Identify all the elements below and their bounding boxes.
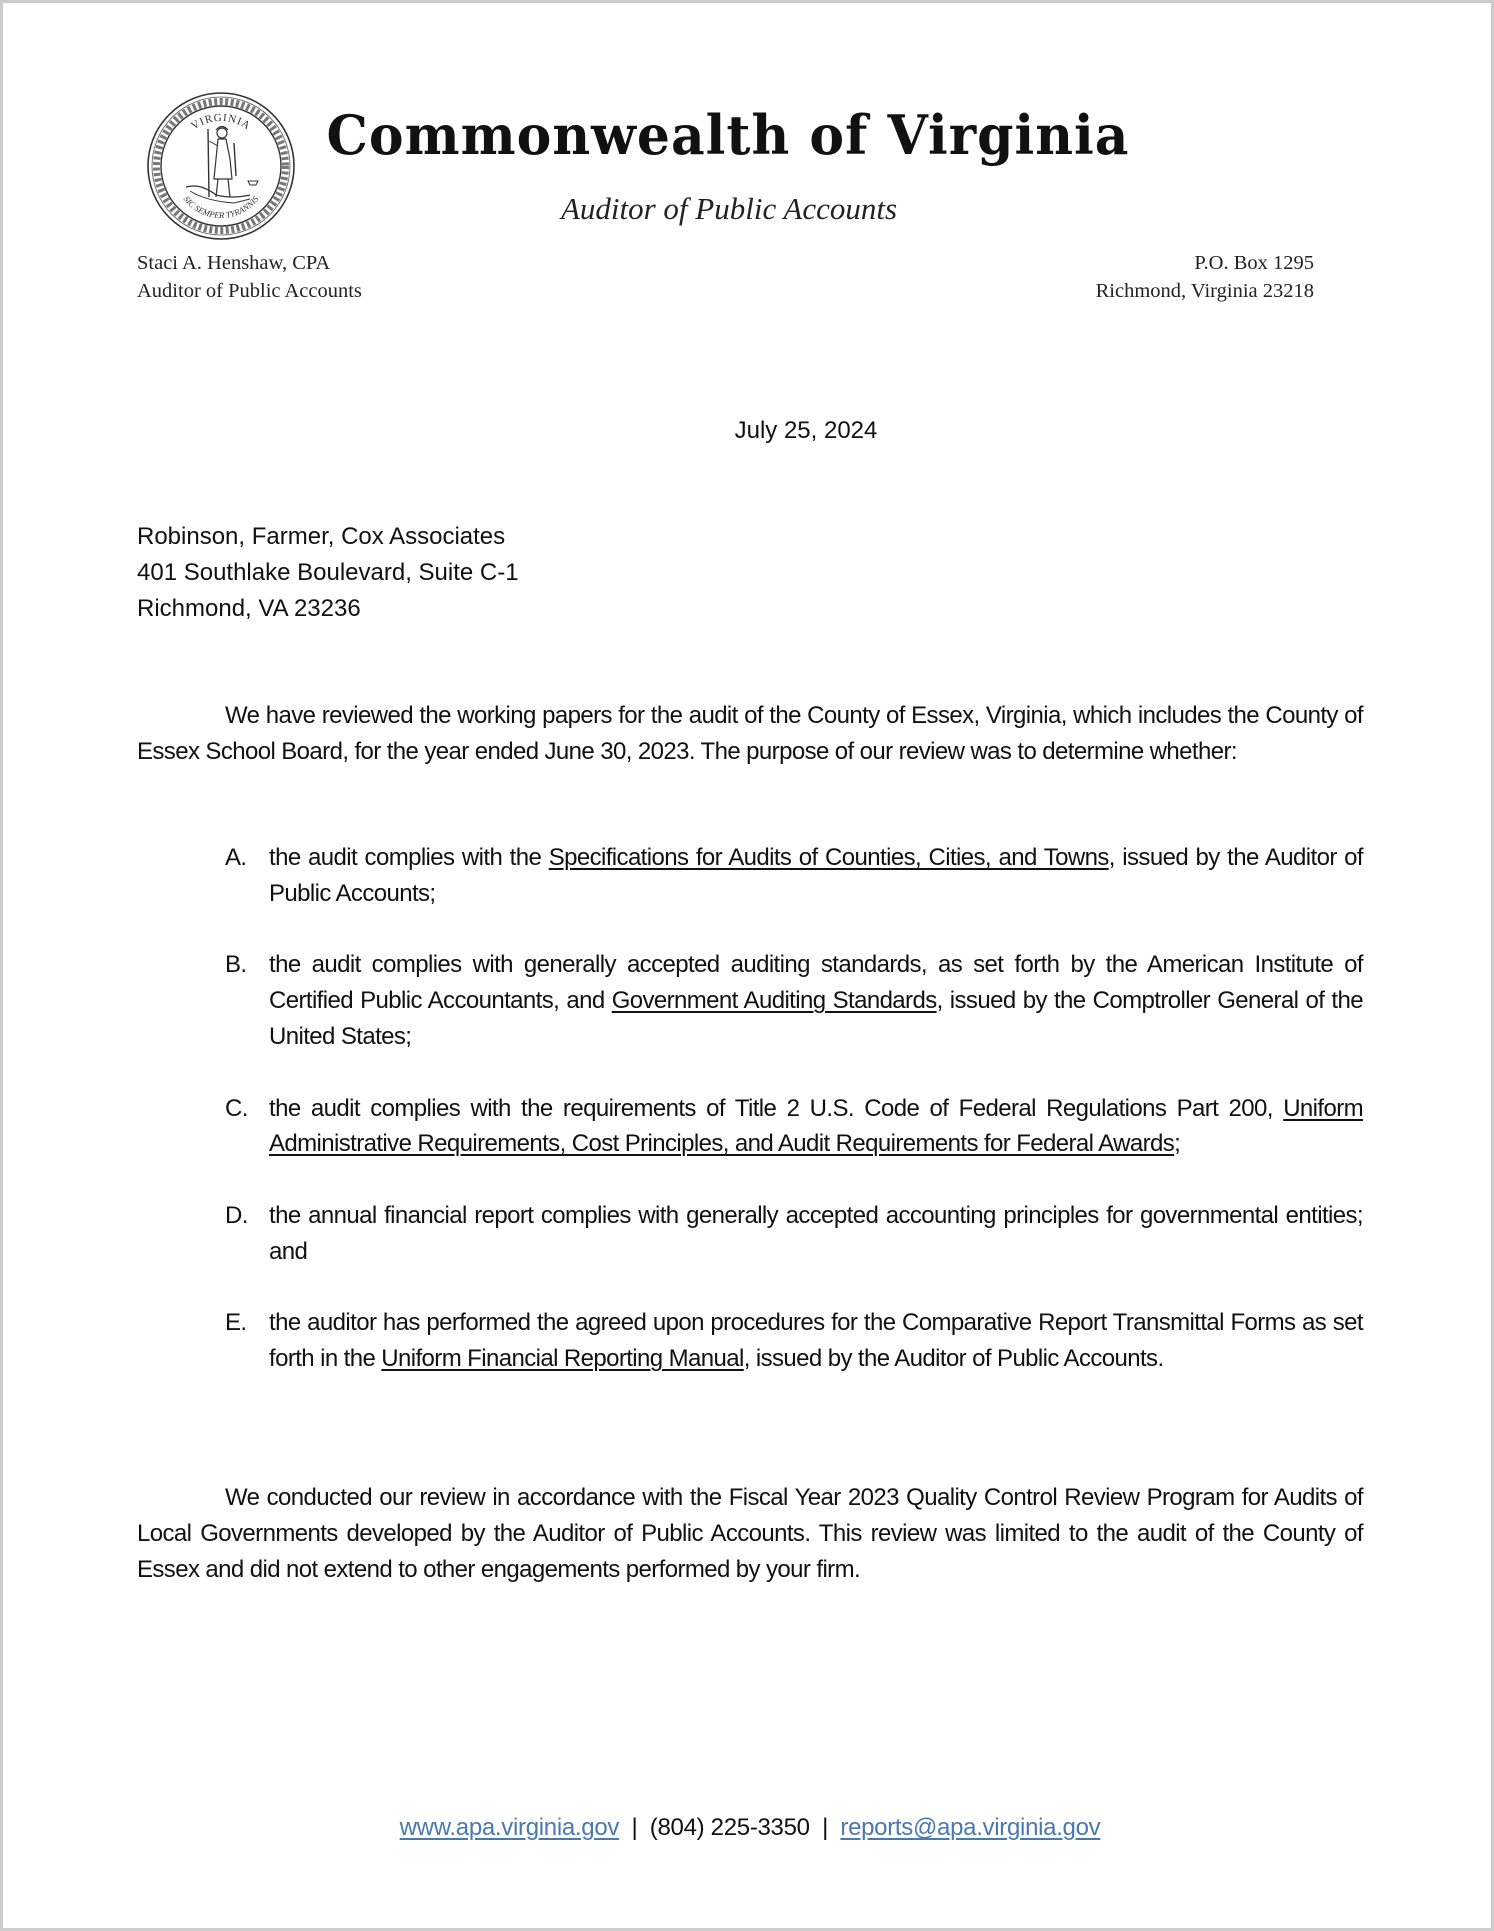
recipient-line: Richmond, VA 23236	[137, 594, 361, 622]
closing-paragraph: We conducted our review in accordance with the Fiscal Year 2023 Quality Control Review Program for Audits of Local Governments developed by the Auditor of Public Accounts. This review was limited to the audit of the County of Essex and did not extend to other engagements performed by your firm.	[137, 1484, 1363, 1583]
list-item: A. the audit complies with the Specifications for Audits of Counties, Cities, and Towns, issued by the Auditor of Public Accounts;	[225, 840, 1363, 912]
list-letter: A.	[225, 844, 247, 871]
publication-title: Government Auditing Standards	[611, 987, 937, 1015]
footer-separator: |	[631, 1814, 638, 1841]
auditor-name: Staci A. Henshaw, CPA	[137, 252, 331, 274]
letterhead-subtitle: Auditor of Public Accounts	[560, 191, 898, 226]
recipient-line: 401 Southlake Boulevard, Suite C-1	[137, 558, 519, 586]
recipient-line: Robinson, Farmer, Cox Associates	[137, 523, 506, 550]
letter-date: July 25, 2024	[734, 417, 878, 444]
website-link[interactable]: www.apa.virginia.gov	[399, 1814, 620, 1841]
list-item: C. the audit complies with the requirements of Title 2 U.S. Code of Federal Regulations Part 200, Uniform Administrative Requirements, Cost Principles, and Audit Requirements for Federal Awards;	[225, 1091, 1363, 1163]
city-state-zip: Richmond, Virginia 23218	[1095, 280, 1314, 302]
svg-text:SIC SEMPER TYRANNIS: SIC SEMPER TYRANNIS	[181, 193, 261, 221]
list-letter: B.	[225, 951, 247, 979]
letterhead-address	[1096, 249, 1314, 305]
publication-title: Specifications for Audits of Counties, Cities, and Towns	[548, 844, 1109, 871]
letterhead-title: Commonwealth of Virginia	[326, 103, 1130, 168]
list-item: D. the annual financial report complies with generally accepted accounting principles for governmental entities; and	[225, 1198, 1363, 1270]
list-item: B. the audit complies with generally accepted auditing standards, as set forth by the American Institute of Certified Public Accountants, and Government Auditing Standards, issued by the Comptroller General of the United States;	[225, 947, 1363, 1054]
list-letter: C.	[225, 1094, 248, 1122]
letterhead-signatory	[137, 249, 362, 305]
auditor-position: Auditor of Public Accounts	[137, 280, 362, 302]
intro-paragraph: We have reviewed the working papers for the audit of the County of Essex, Virginia, which includes the County of Essex School Board, for the year ended June 30, 2023. The purpose of our review was to determine whether:	[137, 702, 1363, 765]
review-criteria-list	[225, 840, 1363, 1413]
svg-text:VIRGINIA: VIRGINIA	[189, 111, 253, 133]
phone-number: (804) 225-3350	[649, 1814, 810, 1841]
footer-separator: |	[822, 1814, 829, 1841]
recipient-address	[137, 519, 519, 626]
list-letter: D.	[225, 1201, 248, 1229]
po-box: P.O. Box 1295	[1194, 252, 1314, 274]
list-item: E. the auditor has performed the agreed upon procedures for the Comparative Report Transmittal Forms as set forth in the Uniform Financial Reporting Manual, issued by the Auditor of Public Accounts.	[225, 1305, 1363, 1377]
list-letter: E.	[225, 1309, 247, 1337]
publication-title: Uniform Administrative Requirements, Cost Principles, and Audit Requirements for Federal Awards	[269, 1094, 1363, 1158]
publication-title: Uniform Financial Reporting Manual	[381, 1345, 744, 1373]
letter-footer	[3, 1811, 1494, 1845]
email-link[interactable]: reports@apa.virginia.gov	[840, 1814, 1101, 1841]
